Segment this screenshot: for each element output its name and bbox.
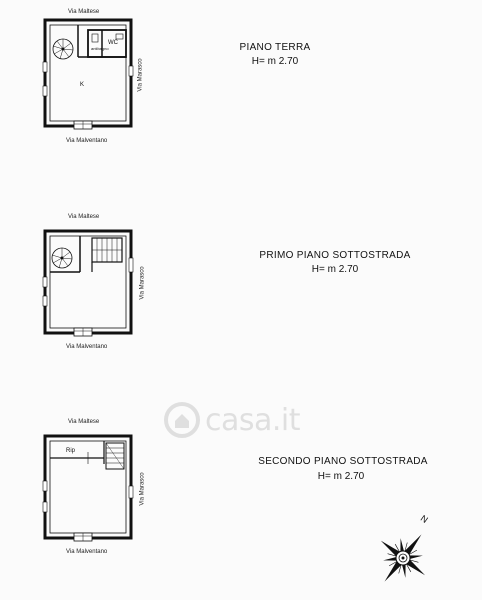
street-label-right: Via Marasco xyxy=(137,58,144,92)
street-label-right: Via Marasco xyxy=(139,472,146,506)
casa-it-watermark xyxy=(163,401,300,439)
room-label-wc: WC xyxy=(108,40,118,46)
street-label-top: Via Maltese xyxy=(68,214,100,220)
floor-title-ground: PIANO TERRA xyxy=(239,42,311,53)
straight-stair-icon xyxy=(106,443,124,469)
street-label-bottom: Via Malventano xyxy=(66,344,108,350)
room-label-antibagno: antibagno xyxy=(91,46,109,51)
floor-height-first-basement: H= m 2.70 xyxy=(311,264,359,275)
watermark-text: casa.it xyxy=(205,402,301,438)
street-label-top: Via Maltese xyxy=(68,9,100,15)
floor-title-first-basement: PRIMO PIANO SOTTOSTRADA xyxy=(259,250,411,261)
room-label-rip: Rip xyxy=(66,448,76,454)
casa-house-icon xyxy=(163,401,201,439)
street-label-top: Via Maltese xyxy=(68,419,100,425)
room-label-kitchen: K xyxy=(80,82,85,88)
floor-height-ground: H= m 2.70 xyxy=(251,56,299,67)
street-label-bottom: Via Malventano xyxy=(66,138,108,144)
floor-height-second-basement: H= m 2.70 xyxy=(317,471,365,482)
compass-north-label: N xyxy=(418,513,430,525)
street-label-right: Via Marasco xyxy=(139,266,146,300)
floor-title-second-basement: SECONDO PIANO SOTTOSTRADA xyxy=(258,456,428,467)
compass-rose-icon xyxy=(370,514,442,586)
street-label-bottom: Via Malventano xyxy=(66,549,108,555)
